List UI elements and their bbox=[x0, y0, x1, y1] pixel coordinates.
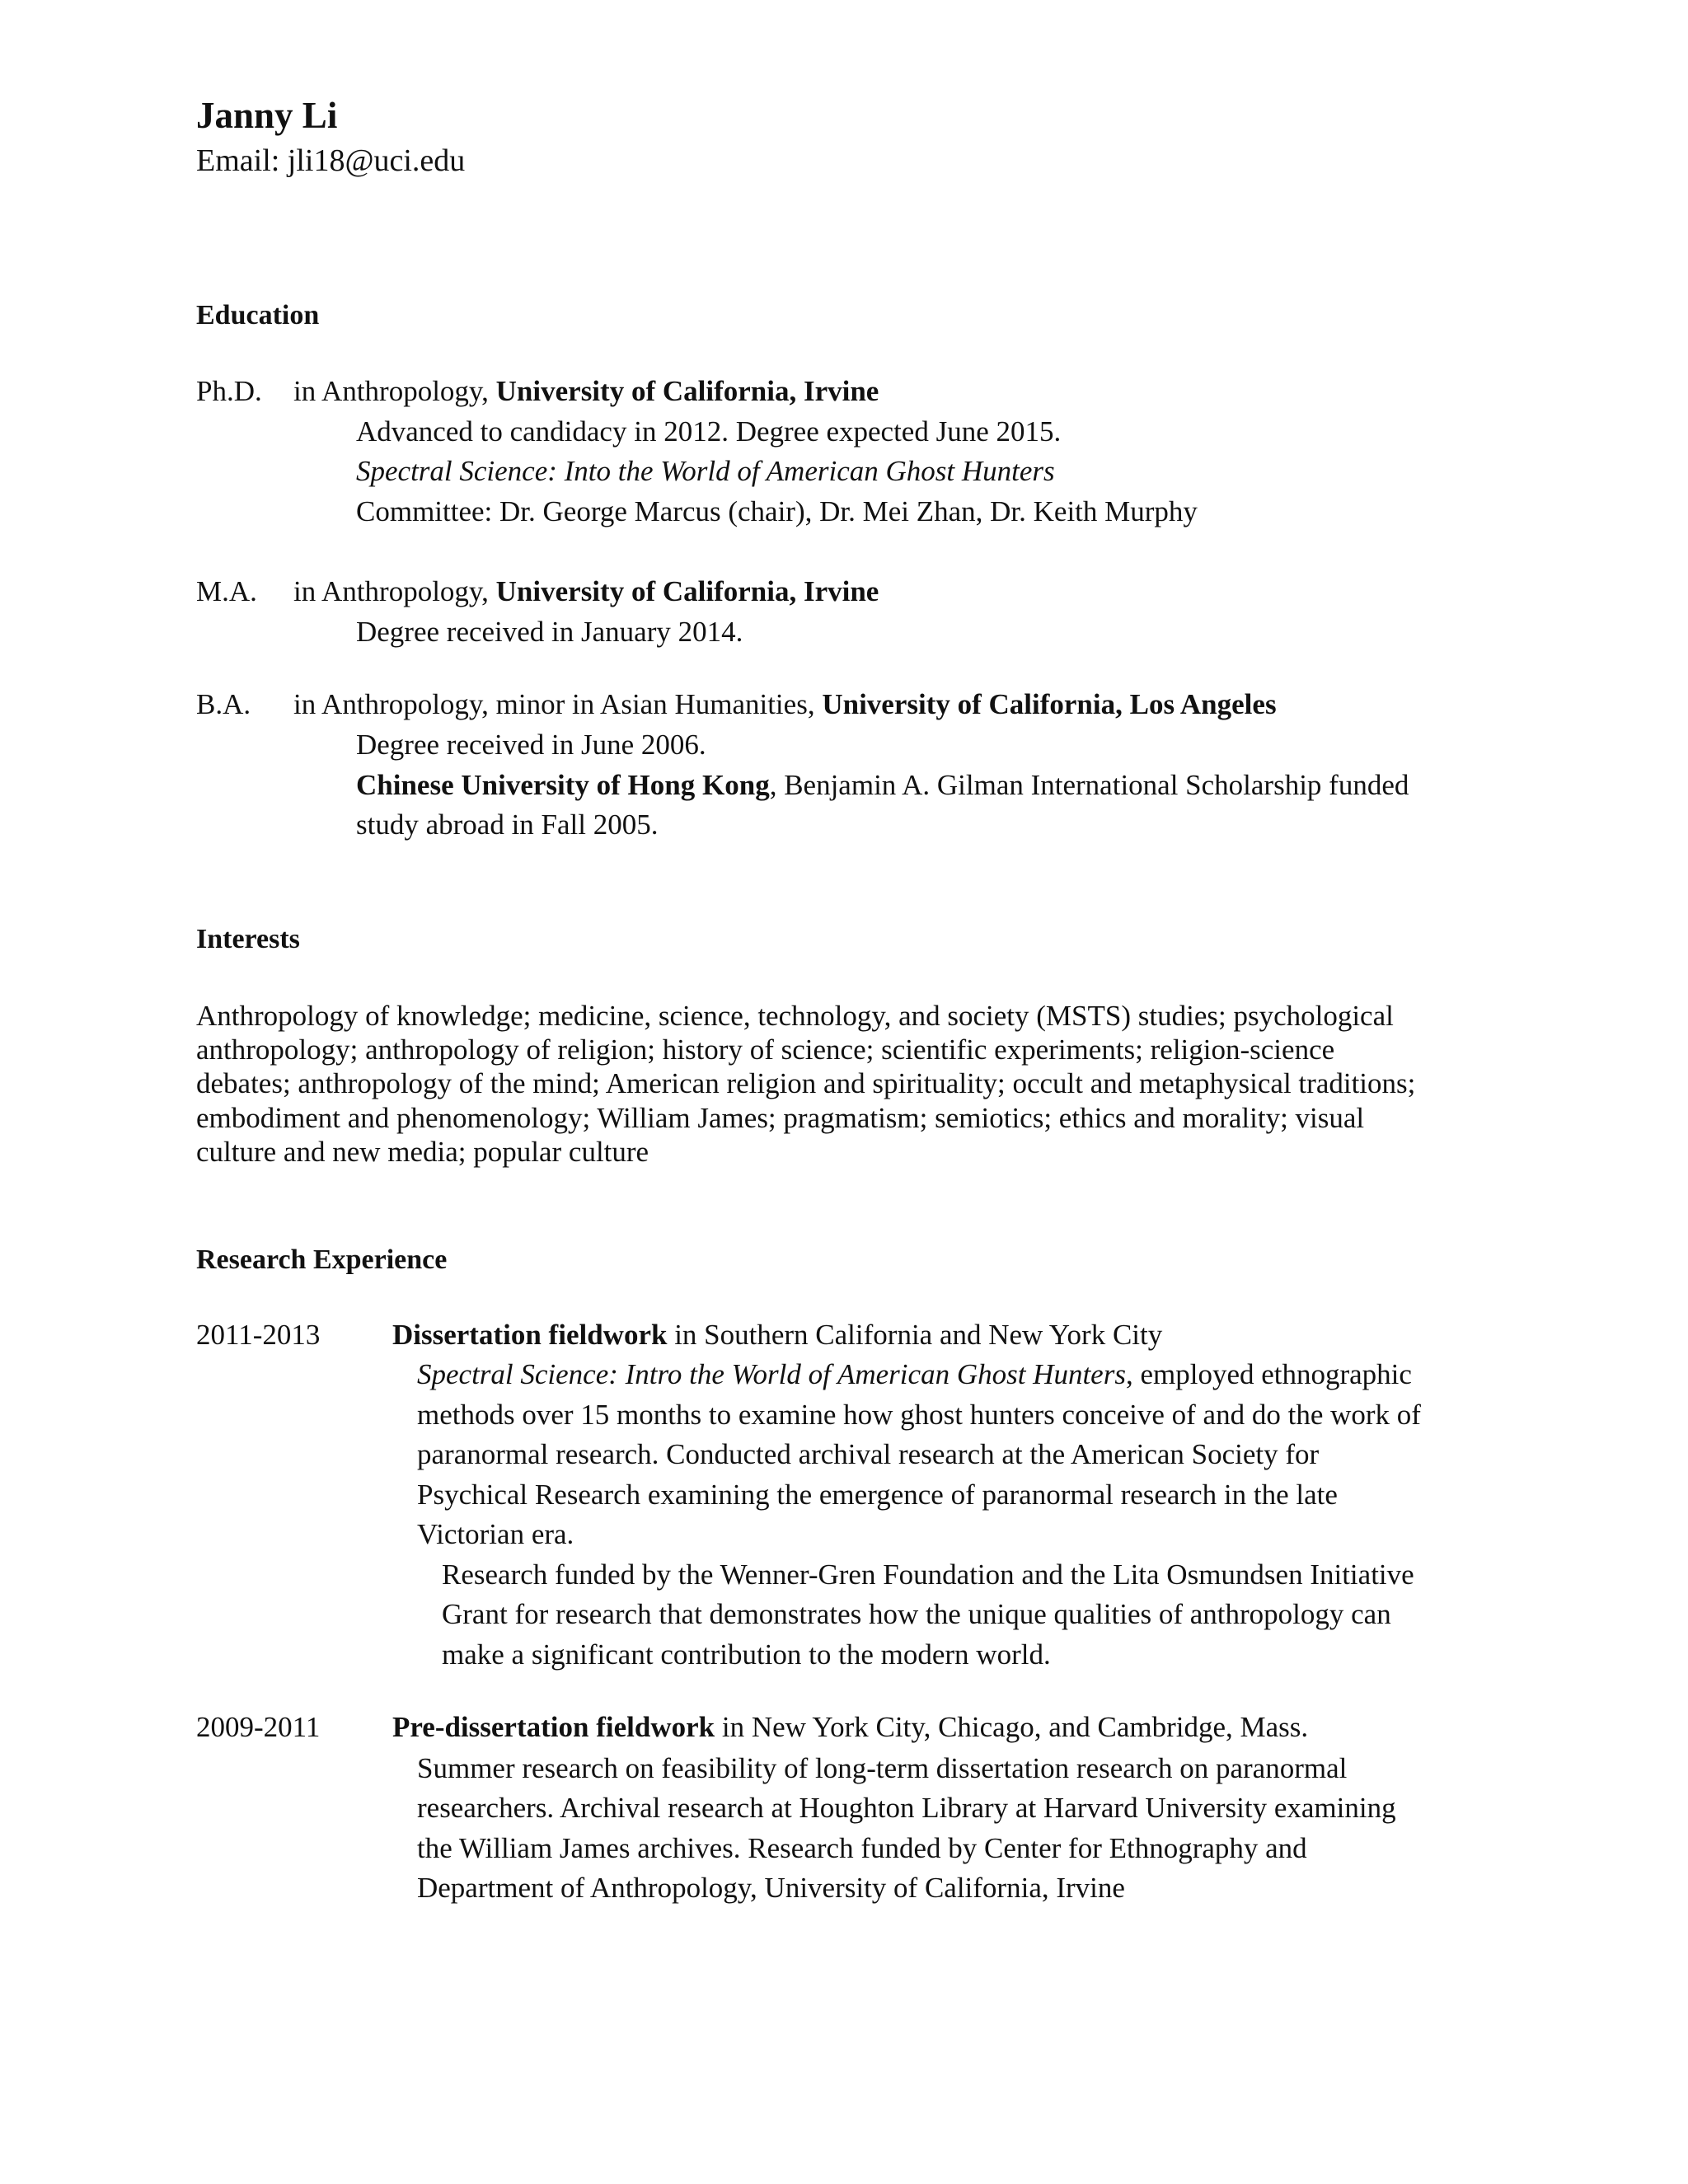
interests-line: debates; anthropology of the mind; American religion and spirituality; occult and metaphysical traditions; bbox=[196, 1067, 1416, 1099]
ma-field: in Anthropology, bbox=[293, 575, 496, 607]
phd-candidacy: Advanced to candidacy in 2012. Degree expected June 2015. bbox=[356, 415, 1062, 448]
research-description-line: Psychical Research examining the emergence of paranormal research in the late bbox=[417, 1479, 1338, 1511]
research-description-line: paranormal research. Conducted archival research at the American Society for bbox=[417, 1438, 1320, 1470]
abroad-institution: Chinese University of Hong Kong bbox=[356, 769, 770, 801]
interests-line: Anthropology of knowledge; medicine, science, technology, and society (MSTS) studies; psychological bbox=[196, 1000, 1394, 1032]
phd-field: in Anthropology, bbox=[293, 375, 496, 407]
research-location: in New York City, Chicago, and Cambridge, Mass. bbox=[715, 1711, 1309, 1743]
research-heading: Research Experience bbox=[196, 1244, 448, 1275]
phd-committee: Committee: Dr. George Marcus (chair), Dr. Mei Zhan, Dr. Keith Murphy bbox=[356, 495, 1198, 527]
interests-line: culture and new media; popular culture bbox=[196, 1136, 649, 1168]
research-funding-line: Grant for research that demonstrates how the unique qualities of anthropology can bbox=[442, 1598, 1391, 1630]
ma-received: Degree received in January 2014. bbox=[356, 616, 743, 648]
research-location: in Southern California and New York City bbox=[667, 1319, 1163, 1351]
research-title: Pre-dissertation fieldwork bbox=[392, 1711, 715, 1743]
phd-institution: University of California, Irvine bbox=[495, 375, 879, 407]
interests-heading: Interests bbox=[196, 924, 300, 954]
research-description-line: Department of Anthropology, University of California, Irvine bbox=[417, 1872, 1125, 1904]
person-name: Janny Li bbox=[196, 95, 338, 136]
research-years: 2011-2013 bbox=[196, 1319, 321, 1351]
ma-line bbox=[293, 577, 879, 606]
research-funding-line: make a significant contribution to the modern world. bbox=[442, 1638, 1051, 1671]
research-years: 2009-2011 bbox=[196, 1711, 321, 1743]
ma-degree: M.A. bbox=[196, 575, 257, 607]
research-title-line bbox=[392, 1320, 1162, 1349]
interests-line: embodiment and phenomenology; William James; pragmatism; semiotics; ethics and morality; visual bbox=[196, 1102, 1365, 1134]
ba-institution: University of California, Los Angeles bbox=[822, 688, 1277, 720]
research-project-title: Spectral Science: Intro the World of American Ghost Hunters bbox=[417, 1358, 1126, 1390]
phd-degree: Ph.D. bbox=[196, 375, 262, 407]
ba-field: in Anthropology, minor in Asian Humanities, bbox=[293, 688, 823, 720]
research-description-text: , employed ethnographic bbox=[1125, 1358, 1412, 1390]
research-description-line: Summer research on feasibility of long-term dissertation research on paranormal bbox=[417, 1752, 1348, 1784]
ba-degree: B.A. bbox=[196, 688, 251, 720]
interests-line: anthropology; anthropology of religion; history of science; scientific experiments; religion-science bbox=[196, 1033, 1335, 1066]
research-title-line bbox=[392, 1713, 1308, 1741]
ba-line bbox=[293, 690, 1277, 719]
ba-received: Degree received in June 2006. bbox=[356, 729, 706, 761]
research-description-line: methods over 15 months to examine how ghost hunters conceive of and do the work of bbox=[417, 1399, 1421, 1431]
research-description-line: the William James archives. Research funded by Center for Ethnography and bbox=[417, 1832, 1307, 1864]
phd-dissertation-title: Spectral Science: Into the World of American Ghost Hunters bbox=[356, 455, 1055, 487]
ma-institution: University of California, Irvine bbox=[495, 575, 879, 607]
ba-abroad-line2: study abroad in Fall 2005. bbox=[356, 808, 659, 841]
research-title: Dissertation fieldwork bbox=[392, 1319, 668, 1351]
research-description-line: Victorian era. bbox=[417, 1518, 574, 1550]
research-funding-line: Research funded by the Wenner-Gren Foundation and the Lita Osmundsen Initiative bbox=[442, 1558, 1414, 1591]
abroad-scholarship: , Benjamin A. Gilman International Scholarship funded bbox=[769, 769, 1409, 801]
email-line: Email: jli18@uci.edu bbox=[196, 143, 466, 178]
research-description-line: researchers. Archival research at Houghton Library at Harvard University examining bbox=[417, 1792, 1396, 1824]
phd-line bbox=[293, 377, 879, 405]
education-heading: Education bbox=[196, 300, 320, 330]
ba-abroad-line1 bbox=[356, 771, 1409, 799]
research-description-line bbox=[417, 1360, 1412, 1389]
